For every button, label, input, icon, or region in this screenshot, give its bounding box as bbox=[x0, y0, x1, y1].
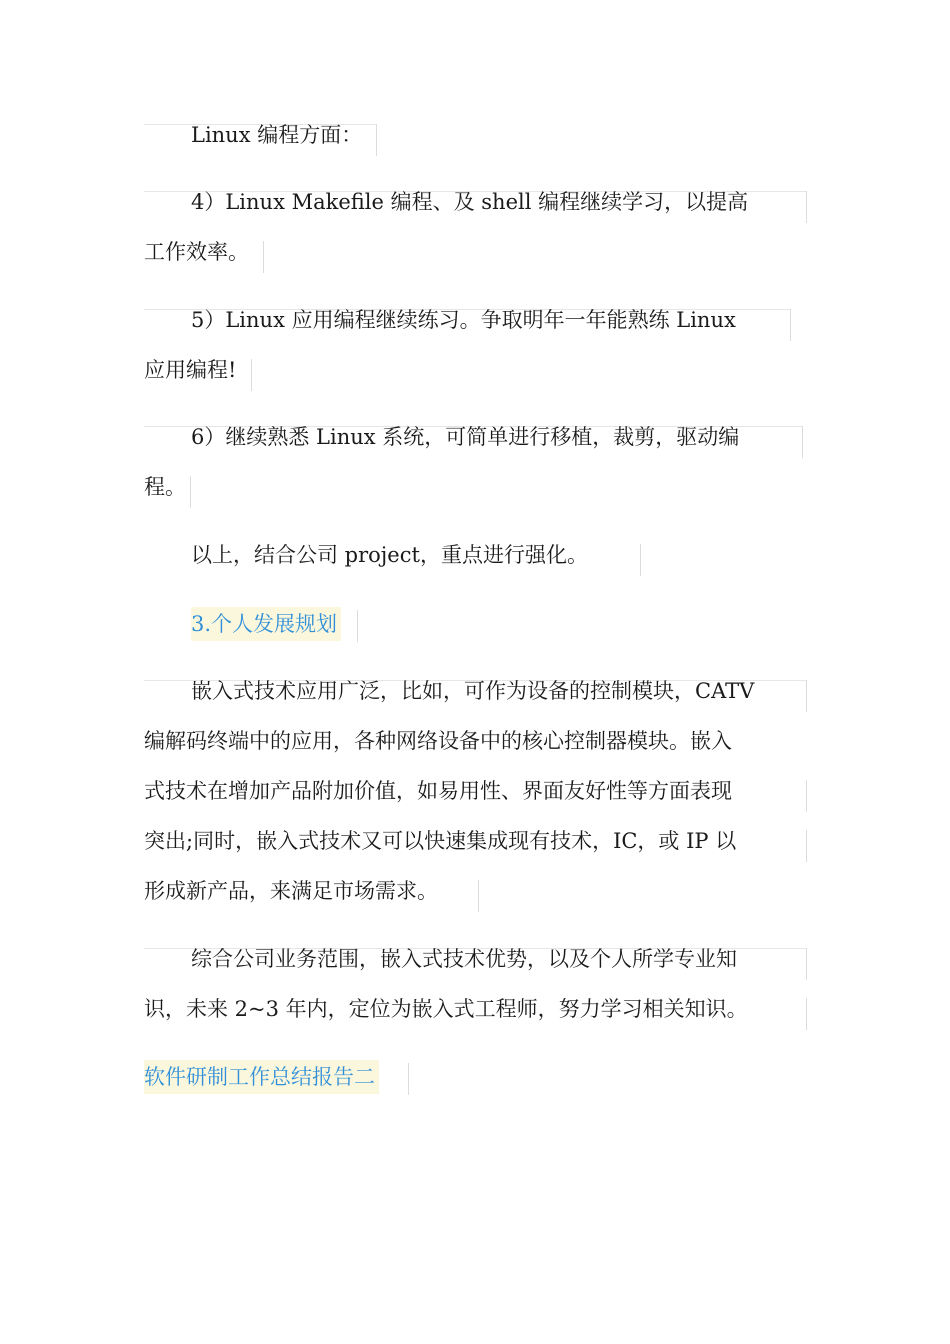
section-heading-report-two: 软件研制工作总结报告二 bbox=[144, 1060, 379, 1094]
paragraph-line: 式技术在增加产品附加价值，如易用性、界面友好性等方面表现 bbox=[144, 779, 732, 803]
section-heading-personal-development: 3.个人发展规划 bbox=[191, 607, 341, 641]
paragraph-linux-application bbox=[144, 295, 808, 395]
paragraph-line: 6）继续熟悉 Linux 系统，可简单进行移植，裁剪，驱动编 bbox=[191, 425, 740, 449]
paragraph-line: 突出;同时，嵌入式技术又可以快速集成现有技术，IC，或 IP 以 bbox=[144, 829, 737, 853]
guide-line bbox=[408, 1063, 409, 1095]
paragraph-line: 嵌入式技术应用广泛，比如，可作为设备的控制模块，CATV bbox=[191, 679, 755, 703]
paragraph-line: Linux 编程方面： bbox=[191, 123, 363, 147]
paragraph-embedded-tech bbox=[144, 666, 808, 916]
paragraph-line: 形成新产品，来满足市场需求。 bbox=[144, 879, 438, 903]
paragraph-summary bbox=[144, 530, 808, 580]
paragraph-linux-programming bbox=[144, 110, 808, 160]
paragraph-line: 4）Linux Makefile 编程、及 shell 编程继续学习，以提高 bbox=[191, 190, 749, 214]
paragraph-line: 5）Linux 应用编程继续练习。争取明年一年能熟练 Linux bbox=[191, 308, 736, 332]
paragraph-makefile-shell bbox=[144, 177, 808, 277]
paragraph-line: 识，未来 2~3 年内，定位为嵌入式工程师，努力学习相关知识。 bbox=[144, 997, 748, 1021]
paragraph-line: 编解码终端中的应用，各种网络设备中的核心控制器模块。嵌入 bbox=[144, 729, 732, 753]
paragraph-line: 程。 bbox=[144, 475, 186, 499]
paragraph-line: 工作效率。 bbox=[144, 240, 249, 264]
paragraph-career-plan bbox=[144, 934, 808, 1034]
paragraph-linux-system bbox=[144, 412, 808, 512]
paragraph-line: 应用编程! bbox=[144, 358, 237, 382]
paragraph-line: 综合公司业务范围，嵌入式技术优势，以及个人所学专业知 bbox=[191, 947, 737, 971]
paragraph-line: 以上，结合公司 project，重点进行强化。 bbox=[191, 543, 588, 567]
guide-line bbox=[357, 610, 358, 642]
